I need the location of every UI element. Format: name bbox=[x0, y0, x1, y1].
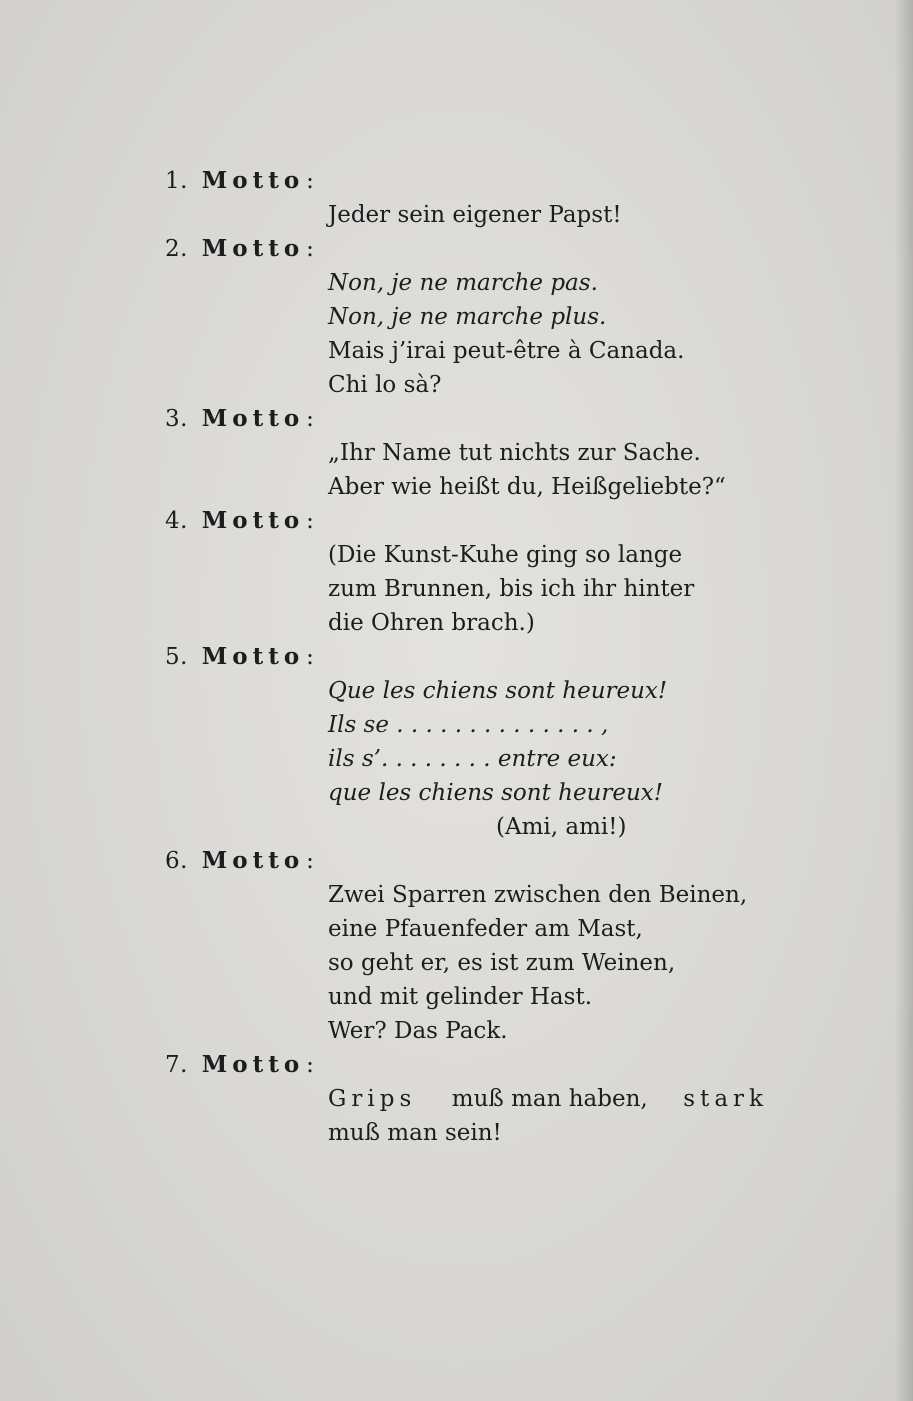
motto-line: muß man sein! bbox=[328, 1120, 502, 1146]
page-edge-shadow bbox=[895, 0, 913, 1401]
motto-colon: : bbox=[306, 848, 315, 874]
motto-heading bbox=[165, 402, 785, 436]
motto-heading bbox=[165, 164, 785, 198]
motto-label: Motto bbox=[201, 405, 305, 432]
motto-colon: : bbox=[306, 508, 315, 534]
motto-line: Wer? Das Pack. bbox=[328, 1018, 508, 1044]
motto-line: die Ohren brach.) bbox=[328, 610, 535, 636]
motto-label: Motto bbox=[201, 847, 305, 874]
motto-list bbox=[165, 164, 785, 1150]
motto-number: 1. bbox=[165, 168, 188, 194]
motto-number: 7. bbox=[165, 1052, 188, 1078]
motto-heading bbox=[165, 844, 785, 878]
motto-1 bbox=[165, 164, 785, 232]
motto-line: Non, je ne marche pas. bbox=[328, 270, 598, 296]
motto-colon: : bbox=[306, 644, 315, 670]
motto-number: 5. bbox=[165, 644, 188, 670]
motto-line: que les chiens sont heureux! bbox=[328, 780, 664, 806]
motto-2 bbox=[165, 232, 785, 402]
motto-line: Que les chiens sont heureux! bbox=[328, 678, 668, 704]
motto-line: Jeder sein eigener Papst! bbox=[328, 202, 622, 228]
motto-text bbox=[328, 674, 778, 844]
motto-heading bbox=[165, 640, 785, 674]
motto-7 bbox=[165, 1048, 785, 1150]
motto-line: Ils se . . . . . . . . . . . . . . , bbox=[328, 712, 609, 738]
emphasis-word: stark bbox=[683, 1086, 768, 1112]
motto-label: Motto bbox=[201, 643, 305, 670]
motto-line: Aber wie heißt du, Heißgeliebte?“ bbox=[328, 474, 726, 500]
motto-colon: : bbox=[306, 236, 315, 262]
motto-number: 3. bbox=[165, 406, 188, 432]
motto-colon: : bbox=[306, 406, 315, 432]
motto-line: so geht er, es ist zum Weinen, bbox=[328, 950, 676, 976]
motto-line: zum Brunnen, bis ich ihr hinter bbox=[328, 576, 695, 602]
motto-text bbox=[328, 538, 778, 640]
motto-colon: : bbox=[306, 1052, 315, 1078]
motto-3 bbox=[165, 402, 785, 504]
motto-line bbox=[328, 1082, 768, 1116]
motto-number: 4. bbox=[165, 508, 188, 534]
emphasis-word: Grips bbox=[328, 1086, 417, 1112]
motto-text bbox=[328, 198, 778, 232]
motto-text bbox=[328, 266, 778, 402]
motto-line: Non, je ne marche plus. bbox=[328, 304, 607, 330]
motto-fragment: muß man haben, bbox=[451, 1086, 648, 1112]
motto-heading bbox=[165, 1048, 785, 1082]
motto-line: ils s’. . . . . . . . entre eux: bbox=[328, 746, 617, 772]
motto-line: eine Pfauenfeder am Mast, bbox=[328, 916, 643, 942]
motto-line: und mit gelinder Hast. bbox=[328, 984, 593, 1010]
motto-text bbox=[328, 436, 778, 504]
motto-line: (Die Kunst-Kuhe ging so lange bbox=[328, 542, 683, 568]
motto-colon: : bbox=[306, 168, 315, 194]
motto-label: Motto bbox=[201, 235, 305, 262]
motto-text bbox=[328, 878, 778, 1048]
motto-heading bbox=[165, 504, 785, 538]
motto-line: Chi lo sà? bbox=[328, 372, 442, 398]
motto-line: „Ihr Name tut nichts zur Sache. bbox=[328, 440, 701, 466]
motto-5 bbox=[165, 640, 785, 844]
motto-4 bbox=[165, 504, 785, 640]
motto-label: Motto bbox=[201, 507, 305, 534]
motto-line: Mais j’irai peut-être à Canada. bbox=[328, 338, 685, 364]
motto-text bbox=[328, 1082, 778, 1150]
motto-line: Zwei Sparren zwischen den Beinen, bbox=[328, 882, 748, 908]
motto-heading bbox=[165, 232, 785, 266]
motto-6 bbox=[165, 844, 785, 1048]
motto-label: Motto bbox=[201, 1051, 305, 1078]
motto-label: Motto bbox=[201, 167, 305, 194]
motto-number: 6. bbox=[165, 848, 188, 874]
motto-number: 2. bbox=[165, 236, 188, 262]
motto-line: (Ami, ami!) bbox=[496, 814, 627, 840]
